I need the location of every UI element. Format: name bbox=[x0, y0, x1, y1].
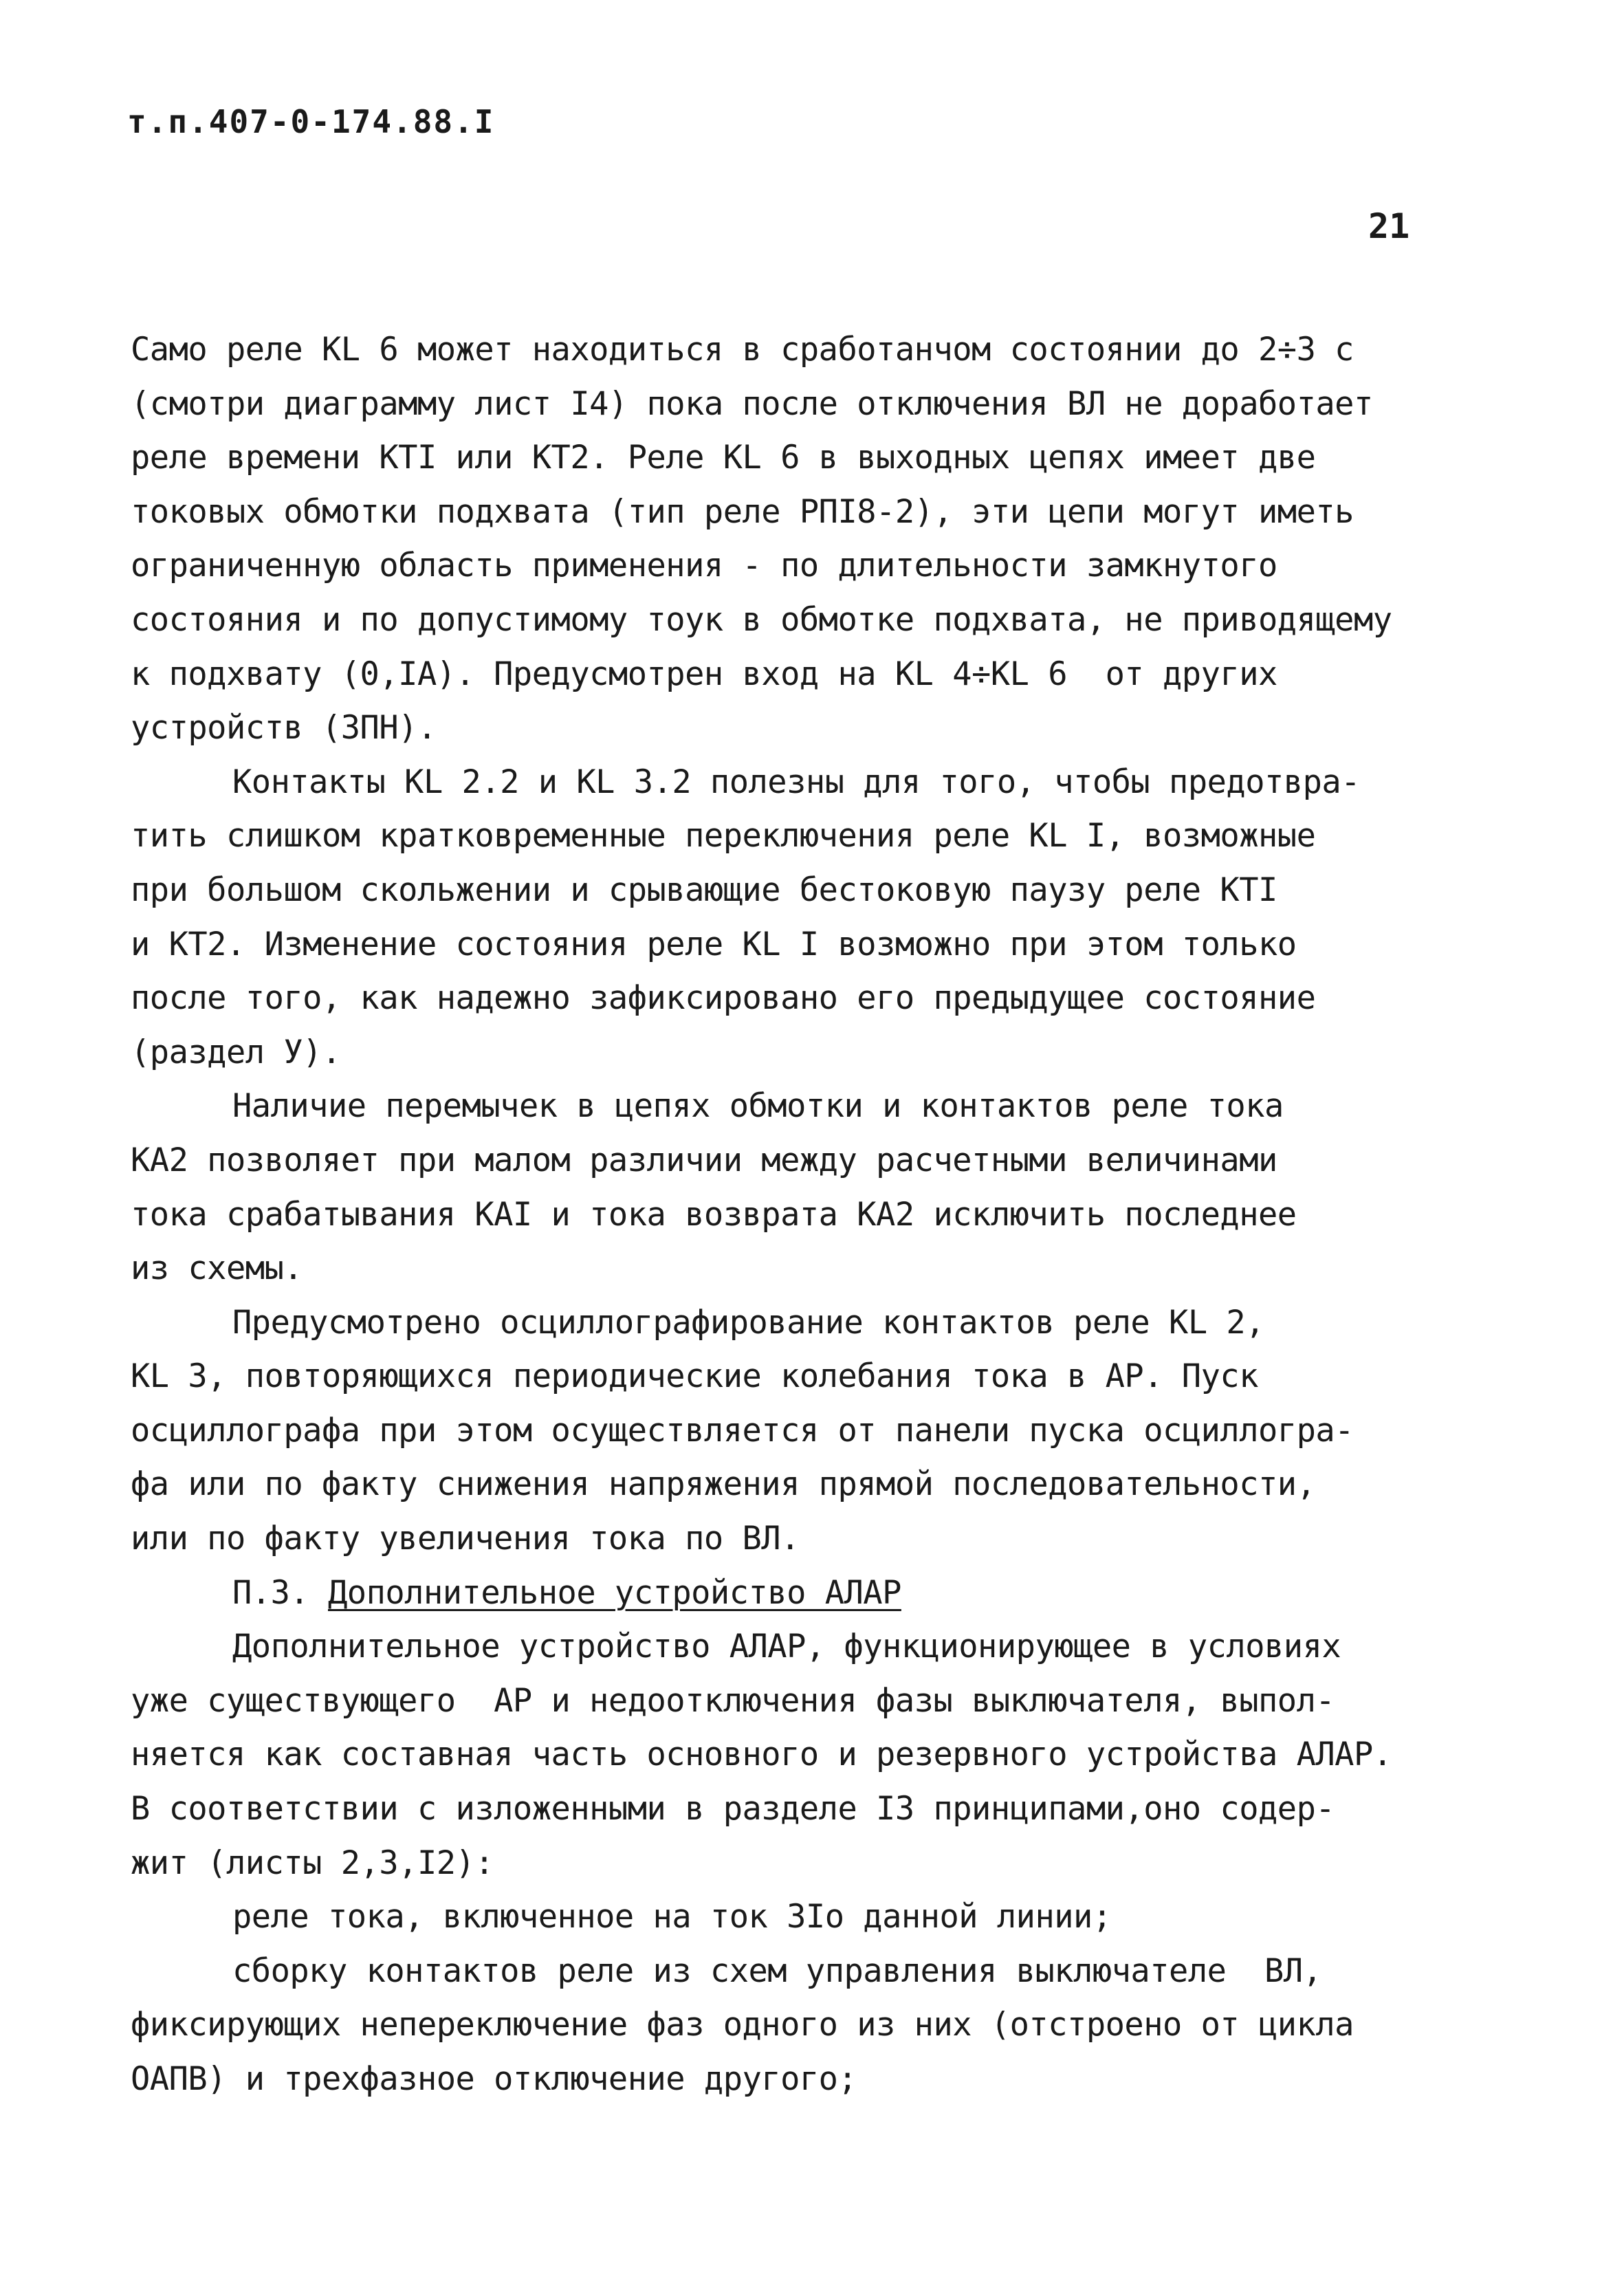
text-line bbox=[131, 1998, 1526, 2053]
text-line bbox=[131, 1728, 1526, 1782]
text-line bbox=[131, 864, 1526, 918]
text-line bbox=[131, 1134, 1526, 1188]
text-line bbox=[131, 1512, 1526, 1566]
text-line bbox=[131, 1674, 1526, 1729]
text-line bbox=[131, 1404, 1526, 1458]
line-text: устройств (ЗПН). bbox=[131, 709, 437, 747]
text-line bbox=[131, 1945, 1526, 1999]
line-text: Дополнительное устройство АЛАР, функционирующее в условиях bbox=[232, 1628, 1341, 1666]
line-text: тока срабатывания КАI и тока возврата КА2 исключить последнее bbox=[131, 1195, 1297, 1234]
line-text: (смотри диаграмму лист I4) пока после отключения ВЛ не доработает bbox=[131, 384, 1373, 423]
text-line bbox=[131, 1458, 1526, 1512]
text-line bbox=[131, 648, 1526, 702]
line-text: состояния и по допустимому тоук в обмотке подхвата, не приводящему bbox=[131, 600, 1392, 639]
text-line bbox=[131, 539, 1526, 593]
line-text: или по факту увеличения тока по ВЛ. bbox=[131, 1520, 800, 1558]
line-text: KL 3, повторяющихся периодические колебания тока в АР. Пуск bbox=[131, 1357, 1258, 1396]
line-text: и КТ2. Изменение состояния реле KL I возможно при этом только bbox=[131, 925, 1297, 963]
line-text: реле времени КТI или КТ2. Реле KL 6 в выходных цепях имеет две bbox=[131, 439, 1316, 477]
line-text: ОАПВ) и трехфазное отключение другого; bbox=[131, 2060, 857, 2098]
text-line bbox=[131, 1350, 1526, 1404]
line-text: Наличие перемычек в цепях обмотки и контактов реле тока bbox=[232, 1087, 1284, 1126]
text-line bbox=[131, 593, 1526, 648]
section-title: Дополнительное устройство АЛАР bbox=[327, 1573, 901, 1612]
line-text: КА2 позволяет при малом различии между расчетными величинами bbox=[131, 1141, 1277, 1179]
line-text: из схемы. bbox=[131, 1249, 303, 1288]
line-text: уже существующего АР и недоотключения фазы выключателя, выпол- bbox=[131, 1681, 1335, 1720]
line-text: токовых обмотки подхвата (тип реле РПI8-2), эти цепи могут иметь bbox=[131, 492, 1354, 531]
line-text: реле тока, включенное на ток 3Io данной линии; bbox=[232, 1898, 1112, 1936]
line-text: Само реле KL 6 может находиться в сработанчом состоянии до 2÷3 с bbox=[131, 331, 1354, 369]
text-line bbox=[131, 431, 1526, 485]
text-line bbox=[131, 485, 1526, 540]
text-line bbox=[131, 809, 1526, 864]
text-line bbox=[131, 1242, 1526, 1296]
line-text: В соответствии с изложенными в разделе I3 принципами,оно содер- bbox=[131, 1790, 1335, 1828]
text-line bbox=[131, 1890, 1526, 1945]
line-text: Контакты KL 2.2 и KL 3.2 полезны для того, чтобы предотвра- bbox=[232, 763, 1360, 801]
text-line bbox=[131, 323, 1526, 378]
text-line bbox=[131, 1026, 1526, 1080]
line-text: тить слишком кратковременные переключения реле KL I, возможные bbox=[131, 817, 1316, 855]
line-text: ограниченную область применения - по длительности замкнутого bbox=[131, 547, 1277, 585]
text-line bbox=[131, 972, 1526, 1026]
line-text: осциллографа при этом осуществляется от панели пуска осциллогра- bbox=[131, 1411, 1354, 1450]
line-text: жит (листы 2,3,I2): bbox=[131, 1844, 494, 1882]
line-text: (раздел У). bbox=[131, 1033, 341, 1071]
line-text: после того, как надежно зафиксировано его предыдущее состояние bbox=[131, 979, 1316, 1018]
text-line bbox=[131, 378, 1526, 432]
line-text: П.3. bbox=[232, 1573, 328, 1612]
line-text: фиксирующих непереключение фаз одного из них (отстроено от цикла bbox=[131, 2006, 1354, 2044]
body-text bbox=[131, 323, 1526, 2107]
text-line bbox=[131, 756, 1526, 810]
line-text: Предусмотрено осциллографирование контактов реле KL 2, bbox=[232, 1303, 1265, 1342]
line-text: сборку контактов реле из схем управления выключателе ВЛ, bbox=[232, 1952, 1322, 1990]
text-line bbox=[131, 1782, 1526, 1837]
text-line bbox=[131, 701, 1526, 756]
text-line bbox=[131, 1296, 1526, 1351]
text-line bbox=[131, 1837, 1526, 1891]
text-line bbox=[131, 1080, 1526, 1134]
section-heading bbox=[131, 1566, 1526, 1621]
page-number: 21 bbox=[1368, 206, 1410, 246]
document-code: т.п.407-0-174.88.I bbox=[127, 103, 495, 140]
line-text: при большом скольжении и срывающие бестоковую паузу реле КТI bbox=[131, 871, 1277, 909]
line-text: фа или по факту снижения напряжения прямой последовательности, bbox=[131, 1465, 1316, 1504]
text-line bbox=[131, 918, 1526, 972]
text-line bbox=[131, 1620, 1526, 1674]
text-line bbox=[131, 1188, 1526, 1243]
text-line bbox=[131, 2053, 1526, 2107]
line-text: к подхвату (0,IA). Предусмотрен вход на KL 4÷KL 6 от других bbox=[131, 655, 1277, 693]
line-text: няется как составная часть основного и резервного устройства АЛАР. bbox=[131, 1736, 1392, 1774]
